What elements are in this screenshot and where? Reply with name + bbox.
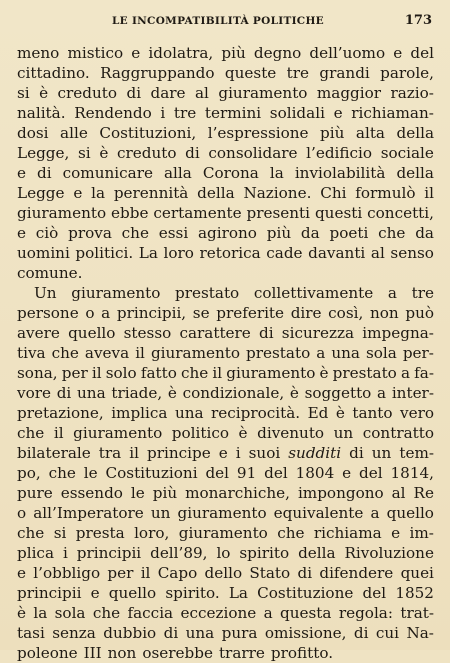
word: a: [101, 304, 111, 322]
text-line: [17, 303, 434, 323]
word: solo: [105, 364, 137, 382]
word: spirito.: [165, 584, 220, 602]
word: da: [415, 224, 434, 242]
word: giuramento: [178, 524, 268, 542]
word: e: [218, 444, 228, 462]
word: trat-: [400, 604, 434, 622]
word: più: [266, 224, 292, 242]
word: mistico: [67, 44, 124, 62]
word: del: [359, 464, 383, 482]
word: regola:: [338, 604, 393, 622]
word: po,: [17, 464, 41, 482]
word: La: [228, 584, 248, 602]
word: creduto: [116, 144, 177, 162]
word: di: [185, 144, 200, 162]
word: monarchiche,: [185, 484, 290, 502]
text-line: [17, 323, 434, 343]
word: non: [369, 304, 399, 322]
word: davanti: [308, 244, 366, 262]
word: essi: [158, 224, 189, 242]
word: pure: [17, 484, 53, 502]
word: grandi: [319, 64, 370, 82]
word: prestato: [175, 284, 240, 302]
word: e: [391, 524, 401, 542]
word: sicurezza: [281, 324, 355, 342]
word: se: [192, 304, 210, 322]
word: o: [85, 304, 95, 322]
word: di: [163, 624, 179, 642]
text-line: [17, 563, 434, 583]
word: e: [17, 564, 26, 582]
word: senza: [52, 624, 96, 642]
word: retorica: [199, 244, 261, 262]
text-line: [17, 123, 434, 143]
word: tre: [286, 64, 310, 82]
word: solidali: [269, 104, 325, 122]
word: idolatra,: [148, 44, 214, 62]
body-text: [17, 43, 434, 663]
text-line: [17, 83, 434, 103]
word: della: [197, 184, 235, 202]
word: più: [320, 124, 345, 142]
word: politico: [171, 424, 229, 442]
word: quello: [386, 504, 434, 522]
word: cui: [375, 624, 400, 642]
word: di: [126, 84, 142, 102]
word: e: [17, 224, 26, 242]
word: eccezione: [180, 604, 257, 622]
word: giuramento: [71, 284, 161, 302]
word: che: [17, 524, 45, 542]
word: giuramento: [218, 84, 308, 102]
word: 1852: [395, 584, 434, 602]
word: vero: [400, 404, 434, 422]
word: che: [277, 524, 305, 542]
word: a: [316, 344, 326, 362]
word: stesso: [123, 324, 172, 342]
word: o: [17, 504, 27, 522]
word: giuramento: [177, 504, 267, 522]
word: prova: [68, 224, 112, 242]
word: di: [56, 384, 72, 402]
word: La: [138, 244, 158, 262]
word: carattere: [179, 324, 251, 342]
word: un: [150, 504, 171, 522]
word: per-: [402, 344, 434, 362]
word: Ed: [307, 404, 329, 422]
word: fatto: [140, 364, 177, 382]
word: il: [91, 364, 102, 382]
word: può: [405, 304, 434, 322]
word: che: [17, 424, 45, 442]
word: Rivoluzione: [344, 544, 434, 562]
word: si: [17, 84, 30, 102]
word: comune.: [17, 264, 83, 282]
word: 91: [236, 464, 257, 482]
word: meno: [17, 44, 60, 62]
text-line: [17, 263, 434, 283]
word: Costituzione: [257, 584, 354, 602]
word: è: [289, 384, 299, 402]
word: degno: [253, 44, 302, 62]
word: della: [298, 544, 336, 562]
word: un: [371, 444, 392, 462]
word: all’Imperatore: [33, 504, 144, 522]
text-line: [17, 503, 434, 523]
word: giuramento: [150, 344, 241, 362]
word: principii: [17, 584, 82, 602]
word: bilaterale: [17, 444, 91, 462]
word: consolidare: [208, 144, 298, 162]
word: Chi: [320, 184, 347, 202]
word: queste: [224, 64, 277, 82]
word: razio-: [390, 84, 434, 102]
word: inviolabilità: [294, 164, 386, 182]
word: Re: [413, 484, 434, 502]
word: sona,: [17, 364, 58, 382]
word: a: [370, 504, 380, 522]
word: tasi: [17, 624, 45, 642]
word: dubbio: [103, 624, 157, 642]
word: suoi: [248, 444, 281, 462]
word: il: [135, 344, 145, 362]
word: e: [90, 584, 100, 602]
word: l’obbligo: [33, 564, 101, 582]
word: Capo: [157, 564, 198, 582]
word: avere: [17, 324, 60, 342]
word: il: [212, 364, 223, 382]
word: da: [300, 224, 320, 242]
word: dosi: [17, 124, 49, 142]
text-line: [17, 243, 434, 263]
word: Stato: [249, 564, 291, 582]
word: alla: [163, 164, 192, 182]
word: prestato: [332, 364, 397, 382]
word: maggior: [316, 84, 382, 102]
word: comunicare: [62, 164, 153, 182]
word: impegna-: [362, 324, 434, 342]
word: poeti: [329, 224, 369, 242]
text-line: [17, 283, 434, 303]
word: perennità: [113, 184, 189, 202]
word: il: [129, 444, 139, 462]
word: tem-: [399, 444, 434, 462]
word: inter-: [391, 384, 434, 402]
word: essendo: [60, 484, 123, 502]
word: della: [396, 164, 434, 182]
word: è: [167, 384, 177, 402]
word: dare: [150, 84, 186, 102]
word: del: [205, 464, 230, 482]
word: si: [53, 524, 67, 542]
word: principe: [146, 444, 211, 462]
word: è: [17, 604, 26, 622]
word: loro: [163, 244, 194, 262]
word: politici.: [75, 244, 134, 262]
word: tra: [98, 444, 122, 462]
word: pura: [221, 624, 258, 642]
word: è: [319, 364, 329, 382]
word: richiama: [313, 524, 382, 542]
word: giuramento: [73, 424, 163, 442]
text-line: [17, 583, 434, 603]
word: al: [370, 244, 385, 262]
word: più: [221, 44, 246, 62]
word: quello: [68, 324, 116, 342]
word: dell’89,: [150, 544, 208, 562]
word: senso: [390, 244, 434, 262]
word: della: [396, 124, 434, 142]
word: agirono: [197, 224, 257, 242]
text-line: [17, 483, 434, 503]
text-line: [17, 183, 434, 203]
word: a: [377, 384, 387, 402]
word: faccia: [127, 604, 174, 622]
word: e: [333, 104, 343, 122]
word: la: [269, 164, 284, 182]
word: soggetto: [304, 384, 372, 402]
word: a: [400, 364, 411, 382]
word: questi: [314, 204, 363, 222]
word: quei: [400, 564, 434, 582]
word: il: [140, 564, 151, 582]
word: formulò: [355, 184, 416, 202]
word: una: [174, 404, 204, 422]
word: per: [107, 564, 134, 582]
word: omissione,: [264, 624, 347, 642]
word: certamente: [153, 204, 242, 222]
word: divenuto: [257, 424, 325, 442]
word: dire: [290, 304, 322, 322]
word: aveva: [84, 344, 130, 362]
word: Costituzioni,: [99, 124, 197, 142]
word: e: [393, 44, 403, 62]
word: e: [73, 184, 83, 202]
word: difendere: [319, 564, 394, 582]
word: sola: [365, 344, 397, 362]
word: di: [37, 164, 52, 182]
word: creduto: [57, 84, 118, 102]
word: persone: [17, 304, 79, 322]
word: una: [185, 624, 215, 642]
word: è: [99, 144, 109, 162]
word: vore: [17, 384, 51, 402]
word: Raggruppando: [100, 64, 215, 82]
text-line: [17, 203, 434, 223]
word: tiva: [17, 344, 46, 362]
word: parole,: [380, 64, 434, 82]
word: sociale: [380, 144, 434, 162]
word: dell’uomo: [309, 44, 386, 62]
word: di: [353, 624, 369, 642]
word: cade: [266, 244, 303, 262]
text-line: [17, 403, 434, 423]
word: oserebbe: [142, 644, 213, 662]
word: condizionale,: [182, 384, 285, 402]
word: di: [297, 564, 313, 582]
word: pretazione,: [17, 404, 104, 422]
word: fa-: [414, 364, 434, 382]
word: al: [194, 84, 209, 102]
word: è: [335, 404, 345, 422]
word: ciò: [35, 224, 59, 242]
word: poleone: [17, 644, 78, 662]
word: e: [131, 44, 141, 62]
text-line: [17, 43, 434, 63]
word: giuramento: [226, 364, 316, 382]
word: al: [391, 484, 406, 502]
text-line: [17, 543, 434, 563]
text-line: [17, 423, 434, 443]
word: lo: [216, 544, 231, 562]
word: equivalente: [273, 504, 364, 522]
word: im-: [409, 524, 434, 542]
word: una: [77, 384, 106, 402]
word: 1804: [295, 464, 335, 482]
word: presta: [75, 524, 125, 542]
text-line: [17, 623, 434, 643]
word: Nazione.: [243, 184, 312, 202]
word: giuramento: [17, 204, 107, 222]
word: che: [51, 344, 79, 362]
word: implica: [111, 404, 168, 422]
word: principii,: [116, 304, 187, 322]
word: la: [91, 184, 106, 202]
word: di: [259, 324, 274, 342]
word: del: [264, 464, 288, 482]
word: che: [121, 224, 149, 242]
word: che: [378, 224, 406, 242]
word: a: [263, 604, 273, 622]
word: spirito: [239, 544, 290, 562]
word: che: [48, 464, 76, 482]
word: termini: [204, 104, 262, 122]
word: impongono: [297, 484, 384, 502]
word: tre: [411, 284, 434, 302]
text-line: [17, 103, 434, 123]
word: a: [387, 284, 397, 302]
word: Costituzioni: [105, 464, 198, 482]
word: Na-: [406, 624, 434, 642]
word: alle: [60, 124, 88, 142]
word: così,: [328, 304, 364, 322]
text-line: [17, 223, 434, 243]
word: è: [238, 424, 248, 442]
page-header: [0, 13, 450, 31]
word: contratto: [362, 424, 434, 442]
text-line: [17, 63, 434, 83]
word: collettivamente: [253, 284, 374, 302]
word: l’edificio: [306, 144, 373, 162]
word: quello: [108, 584, 157, 602]
word: trarre: [218, 644, 265, 662]
word: una: [331, 344, 360, 362]
word: i: [62, 544, 68, 562]
word: nalità.: [17, 104, 66, 122]
word: i: [160, 104, 166, 122]
word: si: [78, 144, 91, 162]
word: dello: [204, 564, 243, 582]
word: questa: [280, 604, 332, 622]
word: più: [152, 484, 178, 502]
text-line: [17, 643, 434, 663]
text-line: [17, 363, 434, 383]
word: che: [181, 364, 209, 382]
word: l’espressione: [207, 124, 309, 142]
word: che: [92, 604, 121, 622]
word: Un: [34, 284, 57, 302]
word: 1814,: [390, 464, 434, 482]
word: plica: [17, 544, 54, 562]
word: richiaman-: [351, 104, 434, 122]
text-line: [17, 343, 434, 363]
text-line: [17, 143, 434, 163]
word: ebbe: [111, 204, 149, 222]
word: del: [410, 44, 434, 62]
text-line: [17, 443, 434, 463]
word: uomini: [17, 244, 70, 262]
word: sudditi: [288, 444, 342, 462]
word: le: [130, 484, 145, 502]
word: tre: [173, 104, 197, 122]
word: Legge,: [17, 144, 70, 162]
word: i: [235, 444, 241, 462]
word: prestato: [246, 344, 311, 362]
text-line: [17, 463, 434, 483]
word: le: [83, 464, 98, 482]
word: loro,: [134, 524, 170, 542]
word: del: [362, 584, 387, 602]
word: e: [17, 164, 26, 182]
word: concetti,: [367, 204, 434, 222]
word: tanto: [352, 404, 393, 422]
word: Rendendo: [74, 104, 152, 122]
text-line: [17, 383, 434, 403]
word: reciprocità.: [211, 404, 301, 422]
word: III: [83, 644, 102, 662]
word: il: [424, 184, 434, 202]
word: per: [61, 364, 88, 382]
text-line: [17, 163, 434, 183]
word: Legge: [17, 184, 65, 202]
page-number: 173: [404, 13, 432, 28]
word: presenti: [246, 204, 311, 222]
word: di: [349, 444, 364, 462]
word: e: [342, 464, 352, 482]
word: non: [107, 644, 137, 662]
word: profitto.: [270, 644, 334, 662]
word: Corona: [202, 164, 259, 182]
text-line: [17, 603, 434, 623]
word: un: [333, 424, 354, 442]
word: cittadino.: [17, 64, 90, 82]
word: sola: [54, 604, 86, 622]
word: la: [33, 604, 48, 622]
running-title: LE INCOMPATIBILITÀ POLITICHE: [112, 15, 324, 27]
word: preferite: [216, 304, 285, 322]
word: alta: [355, 124, 385, 142]
word: è: [39, 84, 49, 102]
word: triade,: [111, 384, 163, 402]
text-line: [17, 523, 434, 543]
word: il: [53, 424, 64, 442]
word: principii: [76, 544, 142, 562]
